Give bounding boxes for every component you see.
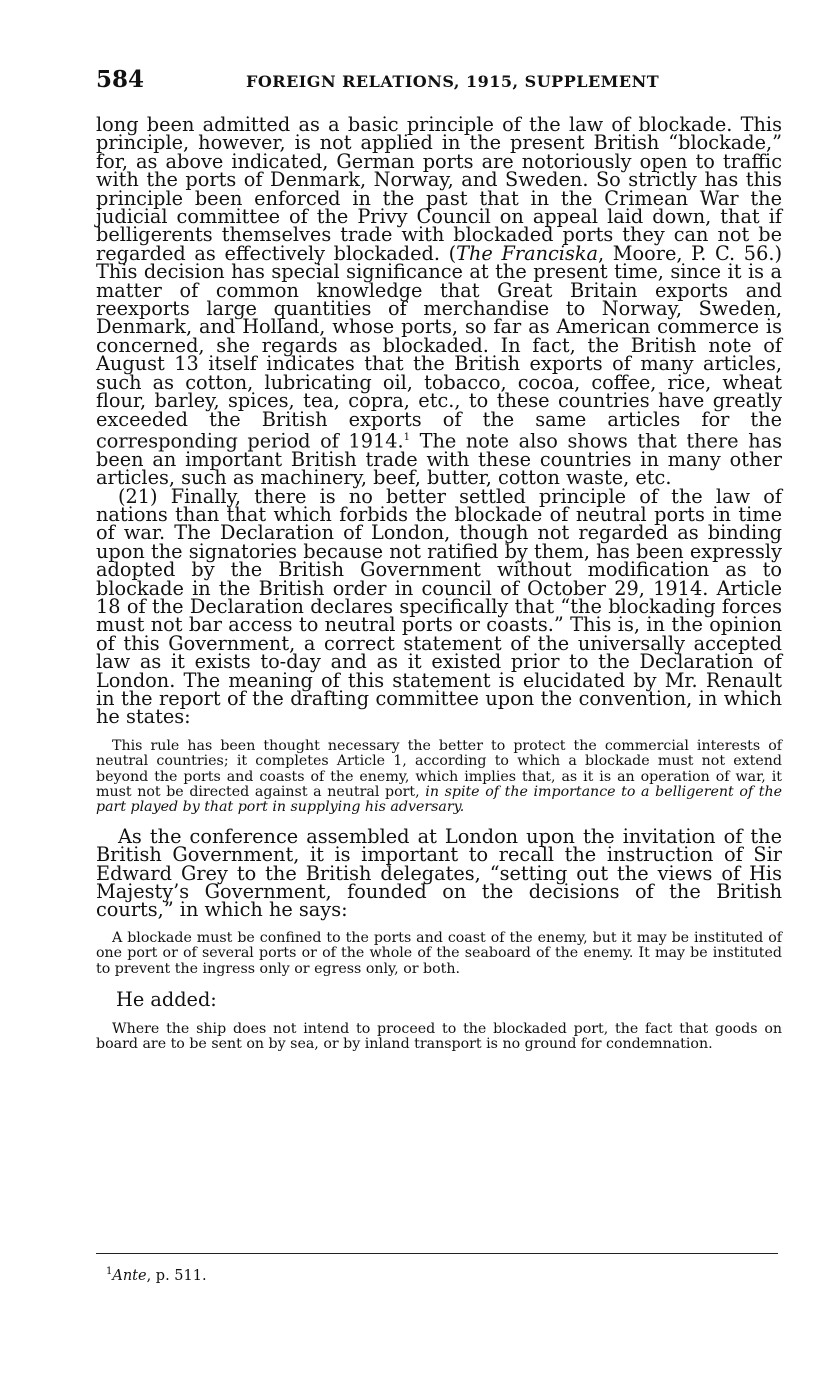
footnote-ref: 1 — [403, 431, 410, 443]
page-number: 584 — [96, 66, 145, 93]
block-quote-grey: A blockade must be confined to the ports and coast of the enemy, but it may be instituted of one port or of several ports or of the whole of the seaboard of the enemy. It may be instituted to prevent the ingress only or egress only, or both. — [96, 929, 782, 977]
quote1-italic: in spite of the importance to a belligerent of the part played by that port in supplying his adversary. — [96, 784, 782, 816]
paragraph-conference: As the conference assembled at London upon the invitation of the British Government, it is important to recall the instruction of Sir Edward Grey to the British delegates, “setting out the views of His Majesty’s Government, founded on the decisions of the British courts,” in which he says: — [96, 824, 782, 922]
running-head: FOREIGN RELATIONS, 1915, SUPPLEMENT — [246, 72, 660, 91]
footnote-text: , p. 511. — [146, 1267, 207, 1284]
page-header — [96, 66, 780, 96]
quote1-text: This rule has been thought necessary the better to protect the commercial interests of neutral countries; it completes Article 1, according to which a blockade must not extend beyond the ports and coasts of the enemy, which implies that, as it is an operation of war, it must not be directed against a neutral port, — [96, 737, 782, 801]
paragraph-continued — [96, 113, 782, 490]
he-added-line: He added: — [116, 988, 217, 1012]
block-quote-renault — [96, 739, 782, 816]
footnote-ante: Ante — [112, 1267, 147, 1284]
para1-text: long been admitted as a basic principle of the law of blockade. This principle, however, is not applied in the present British “blockade,” for, as above indicated, German ports are notoriously open to traffic with the ports of Denmark, Norway, and Sweden. So strictly has this principle been enforced in the past that in the Crimean War the judicial committee of the Privy Council on appeal laid down, that if belligerents themselves trade with blockaded ports they can not be regarded as effectively blockaded. ( — [96, 113, 782, 265]
para1-end: The note also shows that there has been an important British trade with these countries in many other articles, such as machinery, beef, butter, cotton waste, etc. — [96, 429, 782, 490]
page-body — [96, 113, 782, 1052]
footnote — [106, 1266, 207, 1284]
case-name: The Franciska — [456, 241, 599, 265]
para1-rest: , Moore, P. C. 56.) This decision has special significance at the present time, since it is a matter of common knowledge that Great Britain exports and reexports large quantities of merchandise to Norway, Sweden, Denmark, and Holland, whose ports, so far as American commerce is concerned, she regards as blockaded. In fact, the British note of August 13 itself indicates that the British exports of many articles, such as cotton, lubricating oil, tobacco, cocoa, coffee, rice, wheat flour, barley, spices, tea, copra, etc., to these countries have greatly exceeded the British exports of the same articles for the corresponding period of 1914. — [96, 241, 782, 453]
paragraph-21: (21) Finally, there is no better settled principle of the law of nations than that which forbids the blockade of neutral ports in time of war. The Declaration of London, though not regarded as binding upon the signatories because not ratified by them, has been expressly adopted by the British Government without modification as to blockade in the British order in council of October 29, 1914. Article 18 of the Declaration declares specifically that “the blockading forces must not bar access to neutral ports or coasts.” This is, in the opinion of this Government, a correct statement of the universally accepted law as it exists to-day and as it existed prior to the Declaration of London. The meaning of this statement is elucidated by Mr. Renault in the report of the drafting committee upon the convention, in which he states: — [96, 484, 782, 729]
block-quote-grey-added: Where the ship does not intend to proceed to the blockaded port, the fact that goods on board are to be sent on by sea, or by inland transport is no ground for condemnation. — [96, 1020, 782, 1052]
footnote-rule — [96, 1253, 778, 1254]
footnote-mark: 1 — [106, 1266, 113, 1277]
